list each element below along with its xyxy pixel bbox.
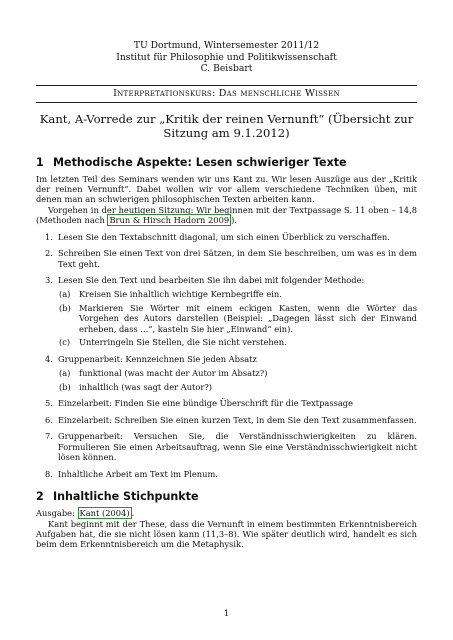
citation-link-kant[interactable]: Kant (2004) <box>79 508 130 519</box>
sub-list-item <box>58 289 417 299</box>
sub-list-marker: (b) <box>59 302 71 313</box>
ausgabe-line <box>36 508 417 518</box>
list-item <box>36 398 417 408</box>
session-subtitle <box>36 112 417 141</box>
list-item <box>36 431 417 462</box>
list-item-text: Schreiben Sie einen Text von drei Sätzen, in dem Sie beschreiben, um was es in dem Text geht. <box>58 248 417 269</box>
list-marker: 6. <box>45 414 53 425</box>
ausgabe-end: . <box>131 508 135 519</box>
list-item-text: Lesen Sie den Textabschnitt diagonal, um sich einen Überblick zu verschaffen. <box>58 231 390 242</box>
sub-list-text: funktional (was macht der Autor im Absatz?) <box>79 367 268 378</box>
section-heading-1 <box>36 156 417 170</box>
section-number-2: 2 <box>36 490 44 504</box>
list-item-text: Einzelarbeit: Finden Sie eine bündige Überschrift für die Textpassage <box>58 398 354 409</box>
list-item <box>36 232 417 242</box>
procedure-end: ). <box>231 215 238 226</box>
section-number-1: 1 <box>36 155 44 169</box>
step-4-sublist <box>58 368 417 392</box>
method-steps-list <box>36 232 417 480</box>
sub-list-item <box>58 303 417 334</box>
sub-list-text: Unterringeln Sie Stellen, die Sie nicht verstehen. <box>79 337 287 348</box>
list-marker: 7. <box>45 431 53 442</box>
document-header <box>36 40 417 75</box>
list-item-text: Inhaltliche Arbeit am Text im Plenum. <box>58 468 218 479</box>
section-title-1: Methodische Aspekte: Lesen schwieriger Texte <box>53 155 347 169</box>
page-number: 1 <box>223 608 230 618</box>
list-marker: 8. <box>45 468 53 479</box>
sub-list-marker: (c) <box>59 337 71 348</box>
subtitle-line-1: Kant, A-Vorrede zur „Kritik der reinen Vernunft“ (Übersicht zur <box>39 111 414 126</box>
list-marker: 5. <box>45 398 53 409</box>
author-line: C. Beisbart <box>200 63 253 74</box>
list-item-text: Einzelarbeit: Schreiben Sie einen kurzen Text, in dem Sie den Text zusammenfassen. <box>58 414 417 425</box>
sub-list-marker: (a) <box>59 367 71 378</box>
list-item <box>36 248 417 269</box>
document-page <box>36 40 417 550</box>
sub-list-marker: (b) <box>59 381 71 392</box>
list-item-text: Gruppenarbeit: Kennzeichnen Sie jeden Absatz <box>58 354 257 365</box>
list-marker: 1. <box>45 231 53 242</box>
sub-list-text: inhaltlich (was sagt der Autor?) <box>79 381 213 392</box>
list-item <box>36 354 417 392</box>
title-rule-bottom <box>36 102 417 103</box>
sub-list-item <box>58 337 417 347</box>
citation-link-brun[interactable]: Brun & Hirsch Hadorn 2009 <box>109 215 230 226</box>
sub-list-item <box>58 368 417 378</box>
list-marker: 4. <box>45 354 53 365</box>
procedure-text: Vorgehen in der heutigen Sitzung: Wir beginnen mit der Textpassage S. 11 oben – 14,8 (Methoden nach <box>36 204 417 226</box>
list-marker: 3. <box>45 275 53 286</box>
section-1-body <box>36 174 417 226</box>
list-item-text: Lesen Sie den Text und bearbeiten Sie ihn dabei mit folgender Methode: <box>58 275 365 286</box>
sub-list-marker: (a) <box>59 289 71 300</box>
section-2-paragraph: Kant beginnt mit der These, dass die Vernunft in einem bestimmten Erkenntnisbereich Aufgaben hat, die sie nicht lösen kann (11,3–8). Wie später deutlich wird, handelt es sich beim dem Erkenntnisbereich um die Metaphysik. <box>36 518 417 550</box>
university-line: TU Dortmund, Wintersemester 2011/12 <box>133 40 320 51</box>
institute-line: Institut für Philosophie und Politikwissenschaft <box>116 51 337 63</box>
sub-list-text: Markieren Sie Wörter mit einem eckigen Kasten, wenn die Wörter das Vorgehen des Autors darstellen (Beispiel: „Dagegen lässt sich der Einwand erheben, dass ...“, kasteln Sie hier „Einwand“ ein). <box>79 302 417 334</box>
section-title-2: Inhaltliche Stichpunkte <box>53 490 199 504</box>
procedure-paragraph <box>36 205 417 226</box>
list-item <box>36 469 417 479</box>
ausgabe-label: Ausgabe: <box>36 508 78 519</box>
section-heading-2 <box>36 490 417 504</box>
list-item <box>36 275 417 348</box>
sub-list-item <box>58 382 417 392</box>
intro-paragraph: Im letzten Teil des Seminars wenden wir uns Kant zu. Wir lesen Auszüge aus der „Kritik der reinen Vernunft“. Dabei wollen wir vor allem verschiedene Techniken üben, mit denen man an schwierigen philosophischen Texten arbeiten kann. <box>36 173 417 205</box>
list-item-text: Gruppenarbeit: Versuchen Sie, die Verständnisschwierigkeiten zu klären. Formulieren Sie einen Arbeitsauftrag, wenn Sie eine Verständnisschwierigkeit nicht lösen können. <box>58 431 417 463</box>
course-title: Interpretationskurs: Das menschliche Wissen <box>113 87 340 99</box>
list-marker: 2. <box>45 248 53 259</box>
sub-list-text: Kreisen Sie inhaltlich wichtige Kernbegriffe ein. <box>79 289 282 300</box>
subtitle-line-2: Sitzung am 9.1.2012) <box>163 126 290 140</box>
step-3-sublist <box>58 289 417 348</box>
list-item <box>36 415 417 425</box>
